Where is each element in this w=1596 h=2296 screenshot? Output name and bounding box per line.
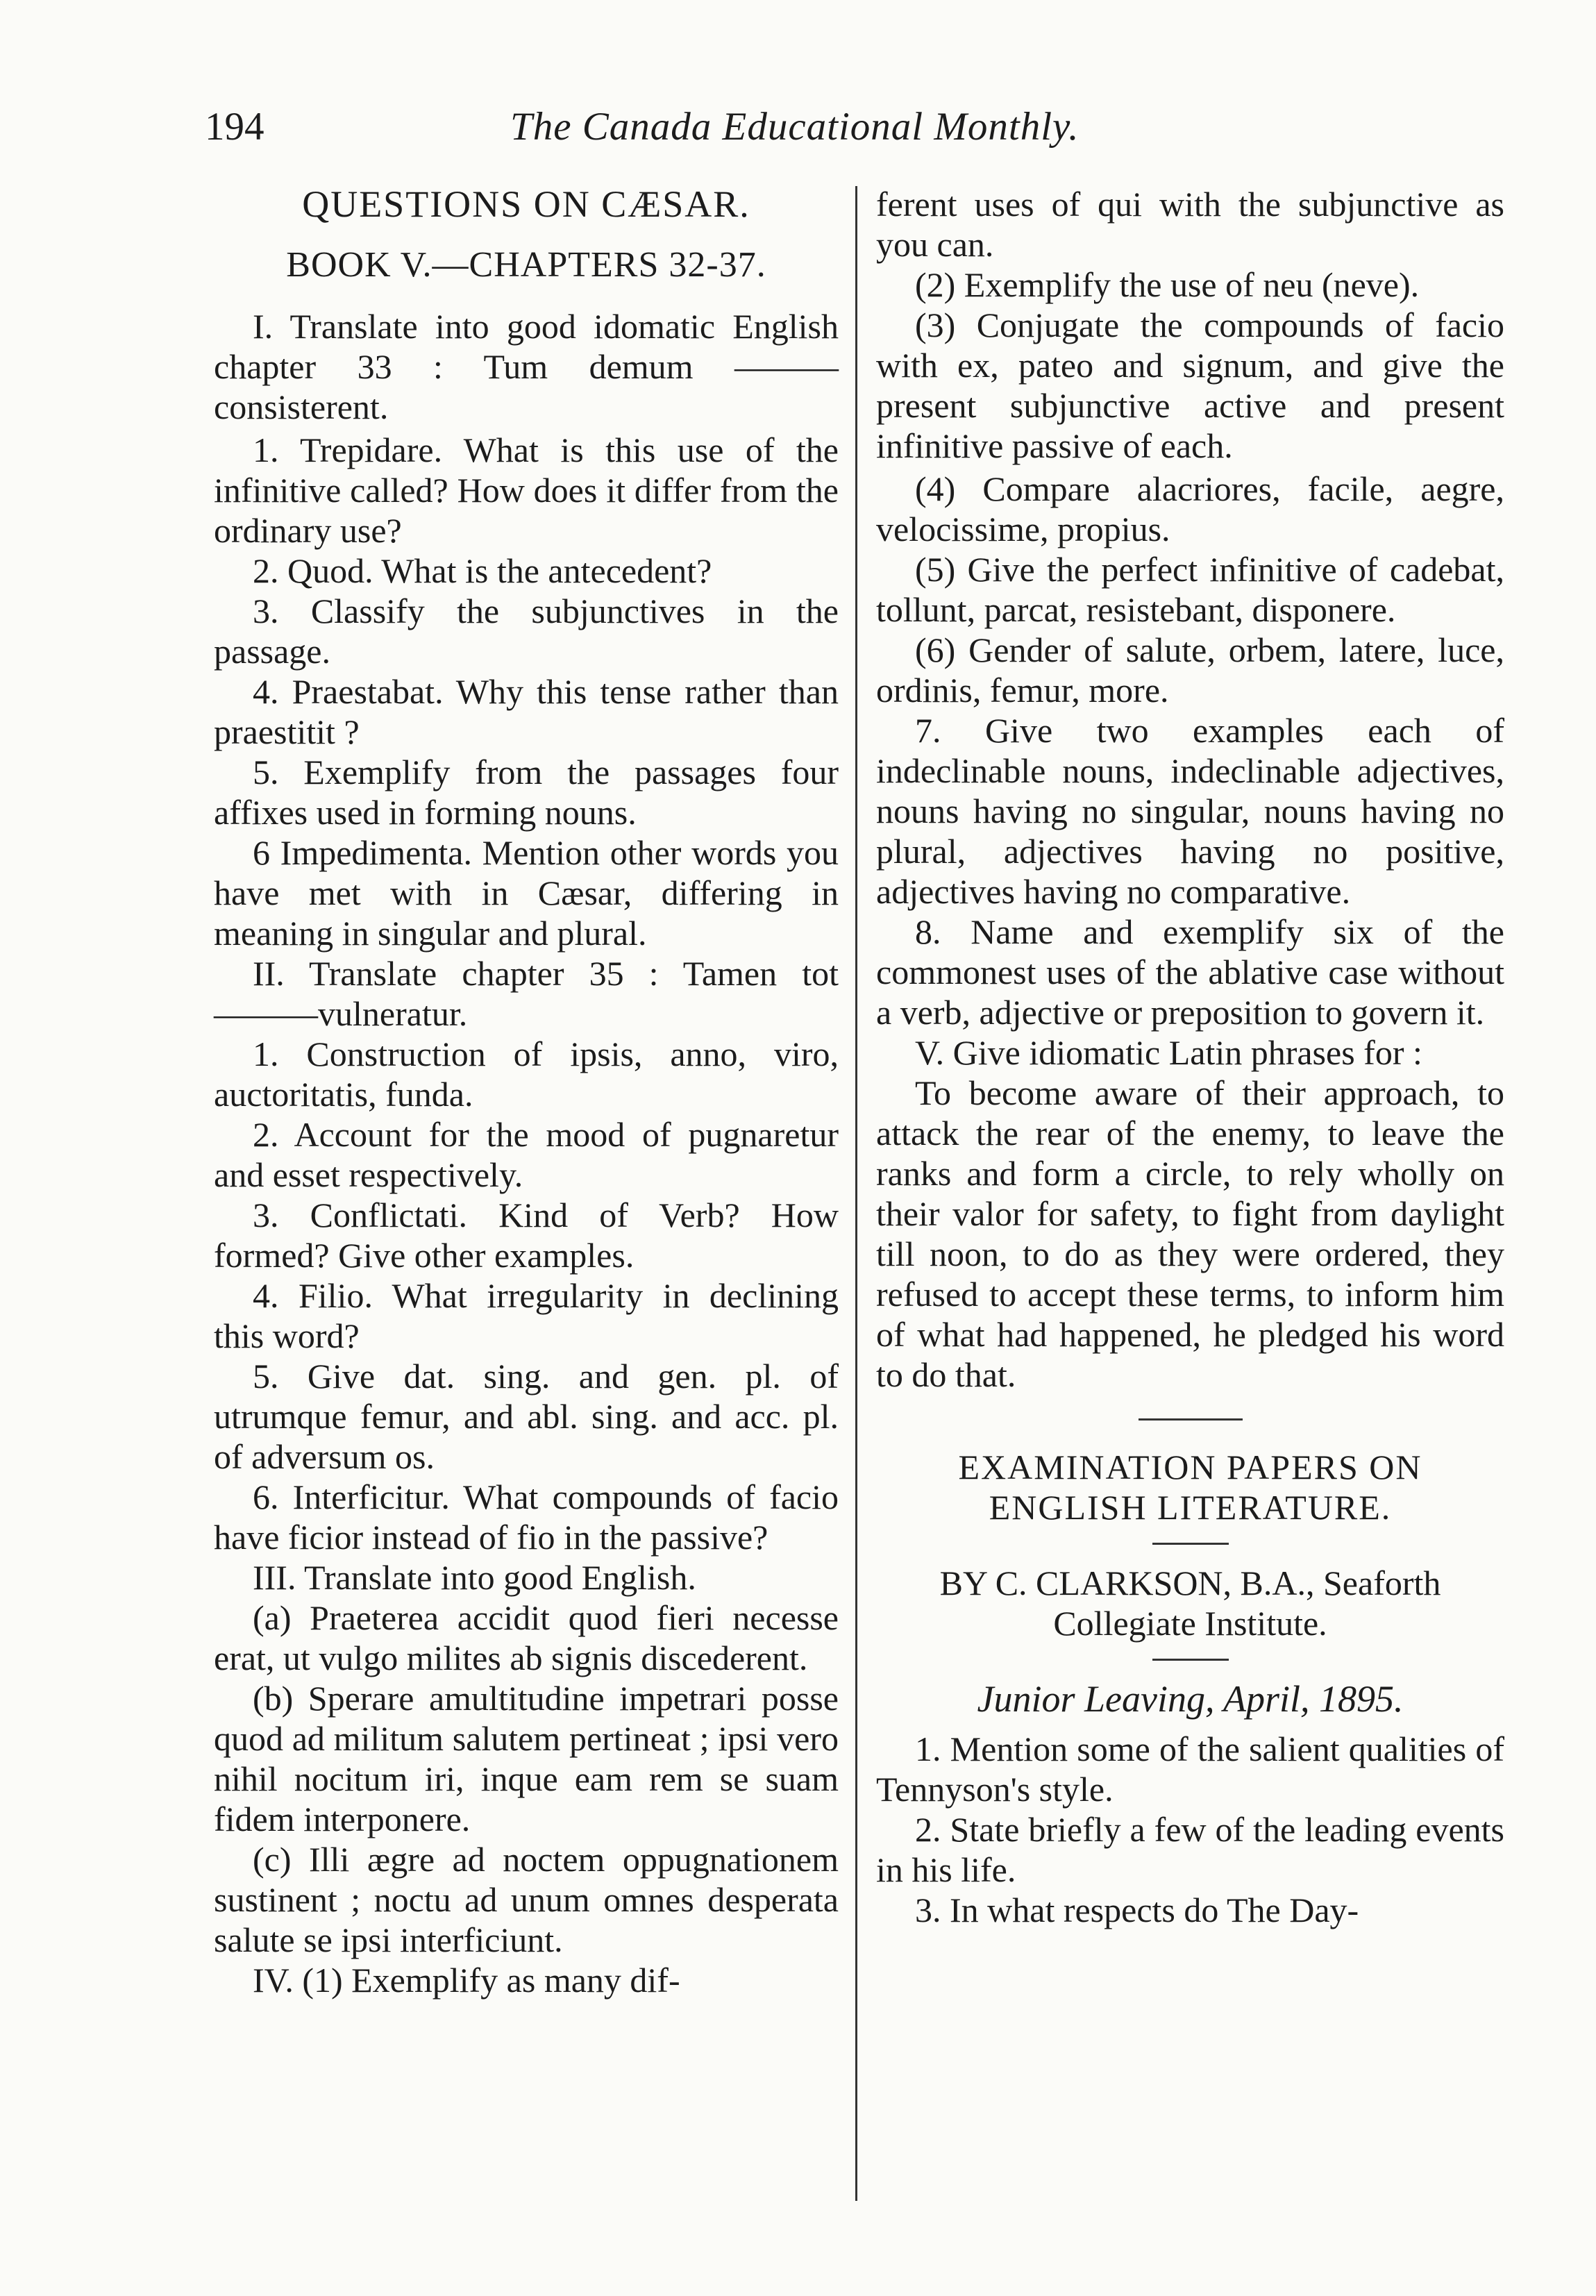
paragraph: (6) Gender of salute, orbem, latere, luce, ordinis, femur, more. xyxy=(876,630,1504,710)
paragraph: (a) Praeterea accidit quod fieri necesse erat, ut vulgo milites ab signis discederent. xyxy=(214,1598,839,1677)
paragraph: 7. Give two examples each of indeclinable nouns, indeclinable adjectives, nouns having no singular, nouns having no plural, adjectives having no positive, adjectives having no comparative. xyxy=(876,711,1504,911)
section-divider xyxy=(1152,1543,1229,1545)
paragraph: (3) Conjugate the compounds of facio with ex, pateo and signum, and give the present subjunctive active and present infinitive passive of each. xyxy=(876,305,1504,465)
paragraph: I. Translate into good idomatic English chapter 33 : Tum demum ———consisterent. xyxy=(214,307,839,426)
left-column xyxy=(214,184,839,2000)
paragraph: II. Translate chapter 35 : Tamen tot ———vulneratur. xyxy=(214,954,839,1033)
paragraph: IV. (1) Exemplify as many dif- xyxy=(253,1961,680,2000)
paragraph: 4. Praestabat. Why this tense rather than praestitit ? xyxy=(214,672,839,751)
paragraph: (5) Give the perfect infinitive of cadebat, tollunt, parcat, resistebant, disponere. xyxy=(876,550,1504,629)
exam-paper-title: Junior Leaving, April, 1895. xyxy=(977,1678,1404,1720)
paragraph: 1. Construction of ipsis, anno, viro, auctoritatis, funda. xyxy=(214,1034,839,1114)
paragraph: To become aware of their approach, to attack the rear of the enemy, to leave the ranks and form a circle, to rely wholly on their valor for safety, to fight from daylight till noon, to do as they were ordered, they refused to accept these terms, to inform him of what had happened, he pledged his word to do that. xyxy=(876,1073,1504,1394)
running-title: The Canada Educational Monthly. xyxy=(510,105,1080,149)
paragraph: 5. Give dat. sing. and gen. pl. of utrumque femur, and abl. sing. and acc. pl. of adversum os. xyxy=(214,1357,839,1476)
paragraph: 2. Account for the mood of pugnaretur and esset respectively. xyxy=(214,1115,839,1194)
exam-question: 2. State briefly a few of the leading events in his life. xyxy=(876,1810,1504,1889)
byline: BY C. CLARKSON, B.A., Seaforth Collegiate Institute. xyxy=(939,1564,1441,1643)
paragraph: 5. Exemplify from the passages four affixes used in forming nouns. xyxy=(214,753,839,832)
article-title: QUESTIONS ON CÆSAR. xyxy=(302,183,750,225)
page-number: 194 xyxy=(205,105,264,149)
paragraph: (4) Compare alacriores, facile, aegre, velocissime, propius. xyxy=(876,469,1504,548)
paragraph: (2) Exemplify the use of neu (neve). xyxy=(915,265,1420,304)
paragraph: 6. Interficitur. What compounds of facio have ficior instead of fio in the passive? xyxy=(214,1477,839,1557)
paragraph: 2. Quod. What is the antecedent? xyxy=(253,551,712,590)
article-subtitle: BOOK V.—CHAPTERS 32-37. xyxy=(286,245,766,285)
paragraph: 6 Impedimenta. Mention other words you have met with in Cæsar, differing in meaning in singular and plural. xyxy=(214,833,839,953)
paragraph: 8. Name and exemplify six of the commonest uses of the ablative case without a verb, adjective or preposition to govern it. xyxy=(876,912,1504,1032)
section-divider xyxy=(1139,1418,1243,1421)
exam-question: 3. In what respects do The Day- xyxy=(915,1891,1359,1929)
exam-question: 1. Mention some of the salient qualities of Tennyson's style. xyxy=(876,1729,1504,1809)
section-divider xyxy=(1152,1659,1229,1661)
paragraph: 3. Classify the subjunctives in the passage. xyxy=(214,592,839,671)
paragraph: 4. Filio. What irregularity in declining this word? xyxy=(214,1276,839,1355)
column-divider xyxy=(855,186,857,2201)
paragraph: (b) Sperare amultitudine impetrari posse quod ad militum salutem pertineat ; ipsi vero nihil nocitum iri, inque eam rem se suam fidem interponere. xyxy=(214,1679,839,1838)
paragraph: III. Translate into good English. xyxy=(253,1558,696,1597)
right-column xyxy=(876,184,1504,1930)
section-title: EXAMINATION PAPERS ON ENGLISH LITERATURE. xyxy=(958,1448,1422,1527)
paragraph: V. Give idiomatic Latin phrases for : xyxy=(915,1033,1422,1072)
paragraph: 1. Trepidare. What is this use of the infinitive called? How does it differ from the ordinary use? xyxy=(214,430,839,550)
page-header xyxy=(205,104,1510,160)
paragraph: ferent uses of qui with the subjunctive as you can. xyxy=(876,185,1504,264)
paragraph: (c) Illi ægre ad noctem oppugnationem sustinent ; noctu ad unum omnes desperata salute se ipsi interficiunt. xyxy=(214,1840,839,1959)
paragraph: 3. Conflictati. Kind of Verb? How formed? Give other examples. xyxy=(214,1196,839,1275)
